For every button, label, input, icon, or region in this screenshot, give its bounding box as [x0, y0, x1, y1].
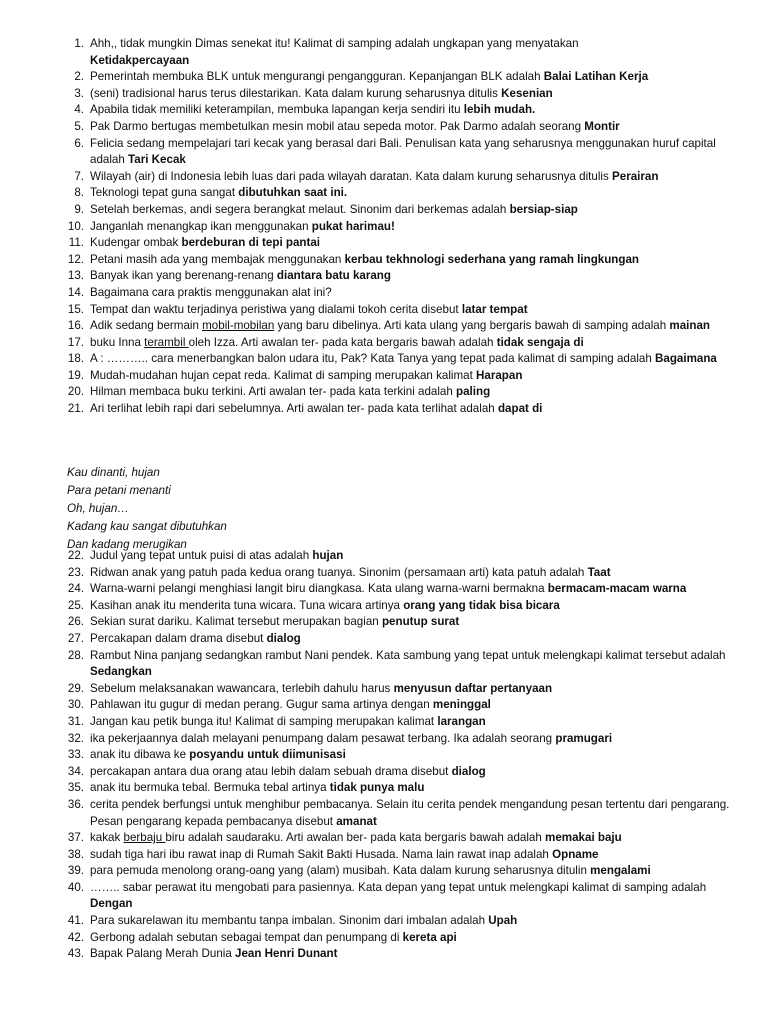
question-text: Judul yang tepat untuk puisi di atas adalah [90, 549, 313, 562]
item-text [90, 930, 732, 947]
question-text: Mudah-mudahan hujan cepat reda. Kalimat di samping merupakan kalimat [90, 368, 477, 382]
list-item [60, 780, 732, 797]
question-text: Rambut Nina panjang sedangkan rambut Nani pendek. Kata sambung yang tepat untuk melengkapi kalimat tersebut adalah [90, 648, 726, 662]
list-item [60, 268, 732, 285]
item-text [90, 614, 732, 631]
question-text: Sebelum melaksanakan wawancara, terlebih dahulu harus [90, 681, 394, 695]
question-text: Bapak Palang Merah Dunia [90, 947, 236, 961]
item-number: 12. [67, 252, 84, 266]
question-text: Pemerintah membuka BLK untuk mengurangi pengangguran. Kepanjangan BLK adalah [90, 70, 544, 84]
answer-text: bersiap-siap [509, 202, 578, 216]
question-text: Pahlawan itu gugur di medan perang. Gugur sama artinya dengan [90, 698, 433, 712]
item-number: 41. [67, 914, 84, 928]
list-item [60, 384, 732, 401]
question-text: Gerbong adalah sebutan sebagai tempat dan penumpang di [90, 930, 403, 944]
answer-text: Montir [584, 119, 620, 133]
answer-text: dialog [451, 764, 486, 778]
list-item [60, 747, 732, 764]
item-text [90, 202, 732, 219]
question-text: Banyak ikan yang berenang-renang [90, 269, 277, 283]
list-item [60, 318, 732, 335]
item-number: 7. [74, 169, 84, 183]
item-text [90, 697, 732, 714]
list-item [60, 69, 732, 86]
item-text [90, 136, 732, 169]
item-number: 34. [67, 764, 84, 778]
question-text: Adik sedang bermain [90, 319, 203, 333]
item-text [90, 598, 732, 615]
list-item [60, 797, 732, 830]
item-number: 10. [67, 219, 84, 233]
item-number: 22. [67, 549, 84, 562]
list-item [60, 598, 732, 615]
list-item [60, 681, 732, 698]
answer-text: Upah [488, 914, 518, 928]
list-item [60, 548, 732, 565]
item-text [90, 714, 732, 731]
item-text [90, 368, 732, 385]
item-number: 20. [67, 385, 84, 399]
question-text: anak itu bermuka tebal. Bermuka tebal artinya [90, 781, 330, 795]
answer-text: posyandu untuk diimunisasi [189, 748, 346, 762]
item-number: 32. [67, 731, 84, 745]
item-number: 25. [67, 598, 84, 612]
answer-text: amanat [336, 814, 377, 828]
item-number: 24. [67, 582, 84, 596]
item-text [90, 880, 732, 913]
list-item [60, 581, 732, 598]
item-number: 15. [67, 302, 84, 316]
question-text: Janganlah menangkap ikan menggunakan [90, 219, 312, 233]
answer-text: memakai baju [545, 831, 622, 845]
list-item [60, 401, 732, 418]
answer-text: lebih mudah. [463, 103, 536, 117]
item-number: 4. [74, 103, 84, 117]
list-item [60, 102, 732, 119]
question-text: para pemuda menolong orang-oang yang (alam) musibah. Kata dalam kurung seharusnya ditulin [90, 864, 591, 878]
question-text: Jangan kau petik bunga itu! Kalimat di samping merupakan kalimat [90, 714, 438, 728]
answer-text: Harapan [476, 368, 523, 382]
item-text [90, 863, 732, 880]
item-text [90, 86, 732, 103]
item-number: 35. [67, 781, 84, 795]
item-number: 40. [67, 880, 84, 894]
list-item [60, 252, 732, 269]
list-item [60, 565, 732, 582]
item-number: 19. [67, 368, 84, 382]
underlined-word: berbaju [123, 831, 166, 845]
list-item [60, 219, 732, 236]
list-item [60, 847, 732, 864]
item-number: 21. [67, 402, 84, 416]
poem-line: Kadang kau sangat dibutuhkan [67, 520, 227, 533]
list-item [60, 913, 732, 930]
item-text [90, 351, 732, 368]
item-text [90, 169, 732, 186]
answer-text: latar tempat [461, 302, 528, 316]
answer-text: meninggal [432, 698, 491, 712]
answer-text: dialog [266, 631, 301, 645]
question-text: Sekian surat dariku. Kalimat tersebut merupakan bagian [90, 615, 382, 629]
item-text [90, 548, 732, 565]
answer-text: Sedangkan [90, 665, 152, 679]
underlined-word: mobil-mobilan [202, 319, 275, 333]
answer-text: dibutuhkan saat ini. [238, 186, 348, 200]
list-item [60, 930, 732, 947]
item-number: 27. [67, 631, 84, 645]
item-text [90, 219, 732, 236]
question-text: Petani masih ada yang membajak menggunakan [90, 252, 345, 266]
list-item [60, 285, 732, 302]
answer-text: berdeburan di tepi pantai [181, 236, 321, 250]
question-text: Bagaimana cara praktis menggunakan alat ini? [90, 285, 332, 299]
item-number: 16. [67, 319, 84, 333]
poem [67, 464, 227, 554]
item-number: 6. [74, 136, 84, 150]
answer-text: Ketidakpercayaan [90, 53, 190, 67]
item-text [90, 36, 732, 69]
question-text: Wilayah (air) di Indonesia lebih luas dari pada wilayah daratan. Kata dalam kurung seharusnya ditulis [90, 169, 613, 183]
item-number: 17. [67, 335, 84, 349]
item-number: 39. [67, 864, 84, 878]
list-item [60, 119, 732, 136]
item-number: 23. [67, 565, 84, 579]
list-item [60, 302, 732, 319]
item-number: 36. [67, 797, 84, 811]
item-text [90, 252, 732, 269]
item-text [90, 285, 732, 302]
item-text [90, 946, 732, 963]
item-text [90, 648, 732, 681]
list-item [60, 368, 732, 385]
item-text [90, 565, 732, 582]
item-number: 14. [67, 285, 84, 299]
question-text: Kudengar ombak [90, 236, 182, 250]
item-number: 29. [67, 681, 84, 695]
question-text: Kasihan anak itu menderita tuna wicara. Tuna wicara artinya [90, 598, 404, 612]
question-text: Felicia sedang mempelajari tari kecak yang berasal dari Bali. Penulisan kata yang seharusnya menggunakan huruf capital adalah [90, 136, 716, 167]
question-text: Para sukarelawan itu membantu tanpa imbalan. Sinonim dari imbalan adalah [90, 914, 489, 928]
item-number: 31. [67, 714, 84, 728]
list-item [60, 731, 732, 748]
list-item [60, 169, 732, 186]
question-text: Percakapan dalam drama disebut [90, 631, 267, 645]
answer-text: Dengan [90, 897, 133, 911]
question-text: ika pekerjaannya dalah melayani penumpang dalam pesawat terbang. Ika adalah seorang [90, 731, 556, 745]
answer-text: Jean Henri Dunant [235, 947, 338, 961]
poem-line: Para petani menanti [67, 484, 171, 497]
item-number: 3. [74, 86, 84, 100]
item-text [90, 235, 732, 252]
list-item [60, 614, 732, 631]
list-item [60, 202, 732, 219]
question-text-continued: yang baru dibelinya. Arti kata ulang yang bergaris bawah di samping adalah [274, 319, 670, 333]
item-text [90, 119, 732, 136]
list-item [60, 714, 732, 731]
answer-text: penutup surat [381, 615, 460, 629]
question-text: Tempat dan waktu terjadinya peristiwa yang dialami tokoh cerita disebut [90, 302, 462, 316]
question-text: cerita pendek berfungsi untuk menghibur pembacanya. Selain itu cerita pendek mengandung pesan tertentu dari pengarang. Pesan pengarang kepada pembacanya disebut [90, 797, 730, 828]
list-item [60, 764, 732, 781]
item-text [90, 401, 732, 418]
poem-line: Oh, hujan… [67, 502, 129, 515]
list-item [60, 335, 732, 352]
item-text [90, 302, 732, 319]
answer-text: hujan [312, 549, 344, 562]
question-text: Ari terlihat lebih rapi dari sebelumnya. Arti awalan ter- pada kata terlihat adalah [90, 402, 498, 416]
answer-text: tidak punya malu [329, 781, 425, 795]
item-text [90, 764, 732, 781]
item-number: 1. [74, 37, 84, 50]
answer-text: mengalami [590, 864, 651, 878]
answer-text: larangan [437, 714, 486, 728]
item-text [90, 581, 732, 598]
list-item [60, 648, 732, 681]
question-text: Ridwan anak yang patuh pada kedua orang tuanya. Sinonim (persamaan arti) kata patuh adalah [90, 565, 588, 579]
item-number: 37. [67, 831, 84, 845]
question-text: A : ……….. cara menerbangkan balon udara itu, Pak? Kata Tanya yang tepat pada kalimat di samping adalah [90, 352, 656, 366]
answer-text: Perairan [612, 169, 659, 183]
question-text: Pak Darmo bertugas membetulkan mesin mobil atau sepeda motor. Pak Darmo adalah seorang [90, 119, 585, 133]
item-number: 18. [67, 352, 84, 366]
answer-text: mainan [669, 319, 710, 333]
answer-text: Opname [552, 847, 599, 861]
item-text [90, 318, 732, 335]
answer-text: dapat di [497, 402, 543, 416]
list-item [60, 946, 732, 963]
list-item [60, 697, 732, 714]
item-text [90, 847, 732, 864]
item-number: 2. [74, 70, 84, 84]
answer-text: Tari Kecak [128, 153, 186, 167]
answer-text: tidak sengaja di [496, 335, 584, 349]
answer-text: diantara batu karang [276, 269, 391, 283]
answer-text: menyusun daftar pertanyaan [393, 681, 553, 695]
item-number: 26. [67, 615, 84, 629]
item-text [90, 69, 732, 86]
list-item [60, 86, 732, 103]
list-item [60, 863, 732, 880]
underlined-word: terambil [144, 335, 189, 349]
answer-text: kerbau tekhnologi sederhana yang ramah lingkungan [344, 252, 639, 266]
question-text: Setelah berkemas, andi segera berangkat melaut. Sinonim dari berkemas adalah [90, 202, 510, 216]
answer-text: Kesenian [501, 86, 553, 100]
list-item [60, 631, 732, 648]
question-text-continued: biru adalah saudaraku. Arti awalan ber- pada kata bergaris bawah adalah [165, 831, 546, 845]
answer-text: kereta api [402, 930, 457, 944]
poem-line: Dan kadang merugikan [67, 538, 187, 551]
item-text [90, 731, 732, 748]
list-item [60, 351, 732, 368]
answer-text: pramugari [555, 731, 613, 745]
question-text: Apabila tidak memiliki keterampilan, membuka lapangan kerja sendiri itu [90, 103, 464, 117]
answer-text: bermacam-macam warna [547, 582, 687, 596]
item-number: 30. [67, 698, 84, 712]
question-text: kakak [90, 831, 124, 845]
question-text: Warna-warni pelangi menghiasi langit biru diangkasa. Kata ulang warna-warni bermakna [90, 582, 548, 596]
item-text [90, 185, 732, 202]
list-item [60, 185, 732, 202]
item-number: 8. [74, 186, 84, 200]
item-text [90, 631, 732, 648]
item-text [90, 780, 732, 797]
question-text: buku Inna [90, 335, 145, 349]
item-text [90, 268, 732, 285]
answer-text: paling [456, 385, 491, 399]
question-text: …….. sabar perawat itu mengobati para pasiennya. Kata depan yang tepat untuk melengkapi kalimat di samping adalah [90, 880, 707, 894]
item-text [90, 830, 732, 847]
item-text [90, 384, 732, 401]
poem-line: Kau dinanti, hujan [67, 466, 160, 479]
question-text: Teknologi tepat guna sangat [90, 186, 239, 200]
question-text: Ahh,, tidak mungkin Dimas senekat itu! Kalimat di samping adalah ungkapan yang menyatakan [90, 37, 579, 50]
item-number: 13. [67, 269, 84, 283]
item-number: 38. [67, 847, 84, 861]
question-text: Hilman membaca buku terkini. Arti awalan ter- pada kata terkini adalah [90, 385, 457, 399]
item-number: 33. [67, 748, 84, 762]
list-item [60, 880, 732, 913]
item-number: 43. [67, 947, 84, 961]
list-item [60, 136, 732, 169]
item-text [90, 335, 732, 352]
answer-text: Taat [587, 565, 611, 579]
item-number: 42. [67, 930, 84, 944]
item-number: 11. [68, 236, 84, 250]
question-list-2 [60, 548, 732, 963]
item-number: 5. [74, 119, 84, 133]
answer-text: orang yang tidak bisa bicara [403, 598, 560, 612]
item-text [90, 102, 732, 119]
item-text [90, 797, 732, 830]
question-text: (seni) tradisional harus terus dilestarikan. Kata dalam kurung seharusnya ditulis [90, 86, 502, 100]
item-text [90, 913, 732, 930]
item-number: 28. [67, 648, 84, 662]
question-text: percakapan antara dua orang atau lebih dalam sebuah drama disebut [90, 764, 452, 778]
answer-text: pukat harimau! [311, 219, 395, 233]
question-list-1 [60, 36, 732, 418]
answer-text: Bagaimana [655, 352, 717, 366]
item-text [90, 681, 732, 698]
item-text [90, 747, 732, 764]
list-item [60, 36, 732, 69]
item-number: 9. [74, 202, 84, 216]
list-item [60, 830, 732, 847]
answer-text: Balai Latihan Kerja [543, 70, 649, 84]
question-text: anak itu dibawa ke [90, 748, 190, 762]
list-item [60, 235, 732, 252]
question-text-continued: oleh Izza. Arti awalan ter- pada kata bergaris bawah adalah [188, 335, 497, 349]
question-text: sudah tiga hari ibu rawat inap di Rumah Sakit Bakti Husada. Nama lain rawat inap adalah [90, 847, 553, 861]
